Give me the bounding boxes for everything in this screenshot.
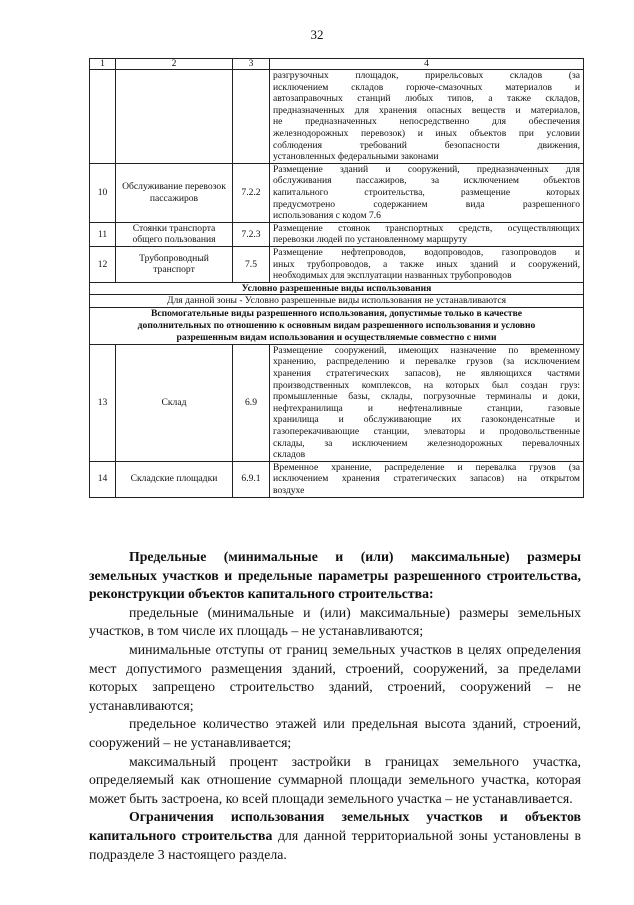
paragraph: максимальный процент застройки в границах земельного участка, определяемый как отношение суммарной площади земельного участка, которая может быть застроена, ко всей площади земельного участка – не устанавливается.	[89, 753, 581, 806]
use-code: 7.2.3	[233, 222, 270, 246]
row-number: 10	[90, 163, 116, 222]
table-row	[90, 344, 584, 461]
paragraph: предельное количество этажей или предельная высота зданий, строений, сооружений – не устанавливается;	[89, 716, 581, 750]
use-code: 6.9.1	[233, 461, 270, 497]
use-name: Склад	[116, 344, 233, 461]
body-text	[89, 548, 581, 864]
description-cell: Размещение зданий и сооружений, предназначенных для обслуживания пассажиров, за исключением объектов капитального строительства, размещение которых предусмотрено содержанием вида разрешенного использования с кодом 7.6	[270, 163, 584, 222]
header-cell: 1	[90, 59, 116, 70]
header-cell: 3	[233, 59, 270, 70]
use-name: Трубопроводный транспорт	[116, 246, 233, 282]
row-number: 11	[90, 222, 116, 246]
paragraph: предельные (минимальные и (или) максимальные) размеры земельных участков, в том числе их площадь – не устанавливаются;	[89, 604, 581, 639]
use-name: Обслуживание перевозок пассажиров	[116, 163, 233, 222]
table-row	[90, 246, 584, 282]
conditional-note: Для данной зоны - Условно разрешенные виды использования не устанавливаются	[90, 295, 584, 308]
use-code: 7.2.2	[233, 163, 270, 222]
section-heading-row	[90, 307, 584, 344]
section-note-row	[90, 295, 584, 308]
section-heading: Предельные (минимальные и (или) максимальные) размеры земельных участков и предельные параметры разрешенного строительства, реконструкции объектов капитального строительства:	[89, 549, 581, 602]
page-number: 32	[310, 27, 324, 42]
conditional-heading: Условно разрешенные виды использования	[90, 282, 584, 295]
row-number: 14	[90, 461, 116, 497]
table-row-continued	[90, 70, 584, 164]
land-use-table	[89, 58, 584, 498]
section-heading-row	[90, 282, 584, 295]
use-name: Складские площадки	[116, 461, 233, 497]
use-name: Стоянки транспорта общего пользования	[116, 222, 233, 246]
table-row	[90, 461, 584, 497]
table-row	[90, 222, 584, 246]
paragraph: минимальные отступы от границ земельных участков в целях определения мест допустимого размещения зданий, строений, сооружений, за пределами которых запрещено строительство зданий, строений, сооружений – не устанавливаются;	[89, 641, 581, 713]
auxiliary-heading: Вспомогательные виды разрешенного использования, допустимые только в качестве дополнительных по отношению к основным видам разрешенного использования и условно разрешенным видам использования и осуществляемые совместно с ними	[90, 307, 584, 344]
restrictions-heading: Ограничения использования земельных участков и объектов капитального строительства	[89, 809, 581, 843]
description-cell: Временное хранение, распределение и перевалка грузов (за исключением хранения стратегических запасов) на открытом воздухе	[270, 461, 584, 497]
table-header-row	[90, 59, 584, 70]
table-row	[90, 163, 584, 222]
description-cell: Размещение сооружений, имеющих назначение по временному хранению, распределению и перевалке грузов (за исключением хранения стратегических запасов), не являющихся частями производственных комплексов, на которых был создан груз: промышленные базы, склады, погрузочные терминалы и доки, нефтехранилища и нефтеналивные станции, газовые хранилища и обслуживающие их газоконденсатные и газоперекачивающие станции, элеваторы и продовольственные склады, за исключением железнодорожных перевалочных складов	[270, 344, 584, 461]
description-cell: Размещение нефтепроводов, водопроводов, газопроводов и иных трубопроводов, а также иных зданий и сооружений, необходимых для эксплуатации названных трубопроводов	[270, 246, 584, 282]
use-code: 6.9	[233, 344, 270, 461]
use-code: 7.5	[233, 246, 270, 282]
description-cell: разгрузочных площадок, прирельсовых складов (за исключением складов горюче-смазочных материалов и автозаправочных станций любых типов, а также складов, предназначенных для хранения опасных веществ и материалов, не предназначенных непосредственно для обеспечения железнодорожных перевозок) и иных объектов при условии соблюдения требований безопасности движения, установленных федеральными законами	[270, 70, 584, 164]
description-cell: Размещение стоянок транспортных средств, осуществляющих перевозки людей по установленному маршруту	[270, 222, 584, 246]
header-cell: 4	[270, 59, 584, 70]
row-number: 13	[90, 344, 116, 461]
row-number: 12	[90, 246, 116, 282]
header-cell: 2	[116, 59, 233, 70]
restrictions-paragraph	[89, 808, 581, 864]
restrictions-text: для данной территориальной зоны установлены в подразделе 3 настоящего раздела.	[89, 827, 581, 862]
